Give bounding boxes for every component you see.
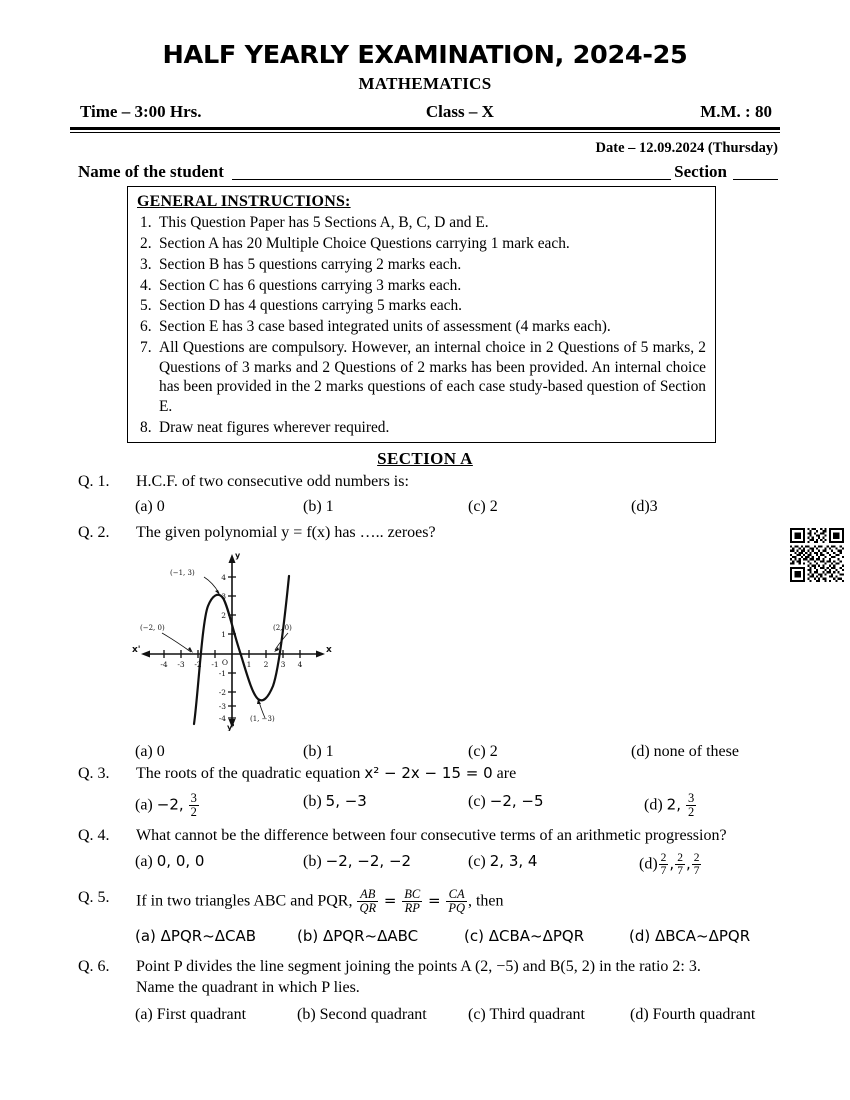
instruction-text: Section E has 3 case based integrated units of assessment (4 marks each). — [159, 318, 611, 336]
fraction-2-7: $\frac{2}{7}$ — [677, 851, 683, 877]
question-6-text — [136, 957, 778, 999]
student-name-label: Name of the student — [78, 162, 224, 182]
y-axis-neg-label: y' — [227, 723, 235, 731]
instruction-number: 8. — [140, 418, 152, 436]
svg-text:3: 3 — [221, 592, 226, 601]
question-1-option-c[interactable]: (c) 2 — [468, 497, 498, 515]
svg-text:4: 4 — [221, 573, 226, 582]
instruction-item — [137, 213, 706, 233]
instruction-text: Section D has 4 questions carrying 5 marks each. — [159, 297, 463, 315]
exam-date: Date – 12.09.2024 (Thursday) — [595, 140, 778, 157]
question-4-row — [78, 826, 778, 847]
opt-label: (c) — [468, 852, 486, 870]
question-2-option-a[interactable]: (a) 0 — [135, 743, 165, 760]
question-4-number: Q. 4. — [78, 827, 110, 844]
svg-text:-1: -1 — [218, 669, 226, 678]
question-5-text-suffix: , then — [467, 892, 504, 910]
question-3-number: Q. 3. — [78, 765, 110, 782]
general-instructions-box — [127, 186, 716, 443]
polynomial-curve — [194, 576, 289, 724]
question-3-option-d[interactable]: (d) 2, $\frac{3}{2}$ — [644, 790, 695, 819]
header-info-row — [0, 102, 850, 122]
question-5-option-a[interactable]: (a) ΔPQR~ΔCAB — [135, 927, 257, 946]
exam-title: HALF YEARLY EXAMINATION, 2024-25 — [162, 40, 688, 69]
question-6-option-a[interactable]: (a) First quadrant — [135, 1005, 247, 1023]
instruction-item — [137, 255, 706, 275]
section-field[interactable] — [733, 166, 778, 180]
question-4 — [78, 826, 778, 882]
question-3-text-prefix: The roots of the quadratic equation — [136, 765, 365, 782]
ratio-ab-qr: $\frac{AB}{QR}$ — [359, 887, 377, 916]
question-6-line1: Point P divides the line segment joining the points A (2, −5) and B(5, 2) in the ratio 2: 3. — [136, 958, 701, 975]
instruction-number: 7. — [140, 338, 152, 356]
question-4-text: What cannot be the difference between four consecutive terms of an arithmetic progression? — [136, 827, 727, 844]
ratio-bc-rp: $\frac{BC}{RP}$ — [404, 887, 421, 916]
instruction-item — [137, 317, 706, 337]
y-axis-label: y — [235, 551, 241, 560]
svg-text:-3: -3 — [177, 660, 185, 669]
instruction-number: 4. — [140, 276, 152, 294]
question-4-option-b[interactable]: (b) −2, −2, −2 — [303, 851, 412, 870]
question-4-option-d[interactable]: (d) $\frac{2}{7}$ , $\frac{2}{7}$ , $\frac{2}{7}$ — [639, 851, 700, 877]
fraction-3-2: $\frac{3}{2}$ — [190, 790, 197, 819]
instruction-text: Section C has 6 questions carrying 3 marks each. — [159, 276, 462, 294]
instruction-text: Draw neat figures wherever required. — [159, 418, 390, 436]
instructions-list — [137, 213, 706, 437]
exam-class: Class – X — [425, 102, 494, 122]
point-label-1-minus3: (1, −3) — [250, 715, 275, 723]
question-4-option-c[interactable]: (c) 2, 3, 4 — [468, 851, 538, 870]
question-2-option-b[interactable]: (b) 1 — [303, 743, 334, 760]
opt-label: (a) — [135, 852, 153, 870]
subject-title: MATHEMATICS — [358, 74, 492, 94]
question-3-text — [136, 764, 778, 785]
question-6 — [78, 957, 778, 1027]
svg-text:-2: -2 — [194, 660, 202, 669]
polynomial-graph-figure — [132, 546, 347, 731]
student-name-row — [0, 162, 850, 182]
svg-text:O: O — [221, 658, 229, 667]
svg-text:-2: -2 — [218, 688, 226, 697]
student-name-field[interactable] — [232, 166, 671, 180]
opt-label: (d) — [639, 855, 658, 873]
question-6-row — [78, 957, 778, 999]
question-5-number: Q. 5. — [78, 889, 110, 906]
instruction-number: 1. — [140, 214, 152, 232]
instruction-item — [137, 418, 706, 438]
question-5-options — [78, 927, 778, 951]
x-axis-neg-label: x' — [132, 645, 141, 655]
question-5-option-d[interactable]: (d) ΔBCA~ΔPQR — [629, 927, 751, 946]
exam-max-marks: M.M. : 80 — [700, 102, 772, 122]
qr-code — [790, 528, 844, 582]
question-1-option-b[interactable]: (b) 1 — [303, 497, 334, 515]
instruction-item — [137, 338, 706, 417]
question-5 — [78, 888, 778, 951]
instruction-item — [137, 296, 706, 316]
qr-code-svg — [790, 528, 844, 582]
point-label-minus2-0: (−2, 0) — [140, 624, 165, 632]
instruction-number: 5. — [140, 297, 152, 315]
svg-text:2: 2 — [221, 611, 226, 620]
svg-text:3: 3 — [280, 660, 286, 669]
question-6-option-c[interactable]: (c) Third quadrant — [468, 1005, 585, 1023]
instruction-item — [137, 276, 706, 296]
question-2-row — [78, 523, 778, 544]
question-1-text: H.C.F. of two consecutive odd numbers is: — [136, 473, 409, 490]
opt-label: (a) — [135, 796, 153, 814]
opt-label: (b) — [303, 792, 322, 810]
header-rule-thin — [70, 132, 780, 133]
svg-text:1: 1 — [221, 630, 226, 639]
exam-time: Time – 3:00 Hrs. — [80, 102, 202, 122]
question-1-row — [78, 472, 778, 493]
svg-text:-4: -4 — [160, 660, 168, 669]
question-2-number: Q. 2. — [78, 524, 110, 541]
question-6-option-d[interactable]: (d) Fourth quadrant — [630, 1005, 756, 1023]
instruction-text: All Questions are compulsory. However, an internal choice in 2 Questions of 5 marks, 2 Questions of 3 marks and 2 Questions of 2 marks has been provided. An internal choice has been provided in the 2 marks questions of each case study-based question of Section E. — [159, 338, 706, 415]
question-5-text-prefix: If in two triangles ABC and PQR, — [136, 892, 357, 910]
instruction-text: Section B has 5 questions carrying 2 marks each. — [159, 255, 462, 273]
question-3-equation: x² − 2x − 15 = 0 — [364, 764, 493, 782]
svg-text:4: 4 — [297, 660, 303, 669]
question-3-text-suffix: are — [492, 765, 517, 782]
question-4-options — [78, 852, 778, 882]
question-5-option-b[interactable]: (b) ΔPQR~ΔABC — [297, 927, 419, 946]
opt-label: (c) — [468, 792, 486, 810]
question-1 — [78, 472, 778, 519]
point-label-2-0: (2, 0) — [273, 624, 292, 632]
x-axis-arrow-left — [141, 651, 150, 658]
point-label-minus1-3: (−1, 3) — [170, 569, 195, 577]
question-3-option-c[interactable]: (c) −2, −5 — [468, 791, 544, 810]
svg-text:-4: -4 — [218, 714, 226, 723]
question-3-option-b[interactable]: (b) 5, −3 — [303, 791, 367, 810]
svg-text:-1: -1 — [211, 660, 219, 669]
question-1-number: Q. 1. — [78, 473, 110, 490]
svg-text:2: 2 — [263, 660, 269, 669]
question-2-options — [78, 742, 778, 764]
ratio-ca-pq: $\frac{CA}{PQ}$ — [448, 887, 465, 916]
section-a-heading: SECTION A — [377, 449, 473, 468]
fraction-2-7: $\frac{2}{7}$ — [660, 851, 667, 877]
question-5-text: If in two triangles ABC and PQR, $\frac{AB}{QR}$ = $\frac{BC}{RP}$ = $\frac{CA}{PQ}$ , then — [136, 887, 504, 916]
question-4-option-a[interactable]: (a) 0, 0, 0 — [135, 851, 205, 870]
question-2-option-d[interactable]: (d) none of these — [631, 743, 739, 760]
question-3 — [78, 764, 778, 822]
instruction-number: 6. — [140, 318, 152, 336]
opt-label: (d) — [644, 796, 663, 814]
svg-text:-3: -3 — [218, 702, 226, 711]
svg-text:1: 1 — [246, 660, 252, 669]
polynomial-graph-svg — [132, 546, 347, 731]
opt-label: (b) — [303, 852, 322, 870]
instruction-item — [137, 234, 706, 254]
question-2-option-c[interactable]: (c) 2 — [468, 743, 498, 760]
question-3-row — [78, 764, 778, 785]
question-5-row — [78, 888, 778, 915]
question-6-line2: Name the quadrant in which P lies. — [136, 978, 360, 996]
instruction-text: Section A has 20 Multiple Choice Questions carrying 1 mark each. — [159, 235, 570, 253]
question-3-options — [78, 792, 778, 822]
fraction-3-2: $\frac{3}{2}$ — [687, 790, 695, 819]
question-6-option-b[interactable]: (b) Second quadrant — [297, 1005, 427, 1023]
x-axis-label: x — [326, 645, 332, 655]
question-2-options-row — [78, 738, 778, 764]
section-label: Section — [674, 162, 727, 182]
question-1-option-d[interactable]: (d)3 — [631, 497, 658, 515]
instruction-number: 2. — [140, 235, 152, 253]
question-2-text: The given polynomial y = f(x) has ….. zeroes? — [136, 524, 436, 541]
question-6-number: Q. 6. — [78, 958, 110, 975]
question-1-options — [78, 497, 778, 519]
instruction-text: This Question Paper has 5 Sections A, B, C, D and E. — [159, 214, 489, 232]
instructions-title: GENERAL INSTRUCTIONS: — [137, 193, 351, 210]
question-2 — [78, 523, 778, 544]
x-axis-arrow-right — [316, 651, 325, 658]
question-1-option-a[interactable]: (a) 0 — [135, 497, 165, 515]
question-6-options — [78, 1005, 778, 1027]
question-5-option-c[interactable]: (c) ΔCBA~ΔPQR — [464, 927, 585, 946]
header-rule-thick — [70, 127, 780, 130]
question-3-option-a[interactable]: (a) −2, $\frac{3}{2}$ — [135, 790, 197, 819]
fraction-2-7: $\frac{2}{7}$ — [693, 851, 700, 877]
instruction-number: 3. — [140, 255, 152, 273]
